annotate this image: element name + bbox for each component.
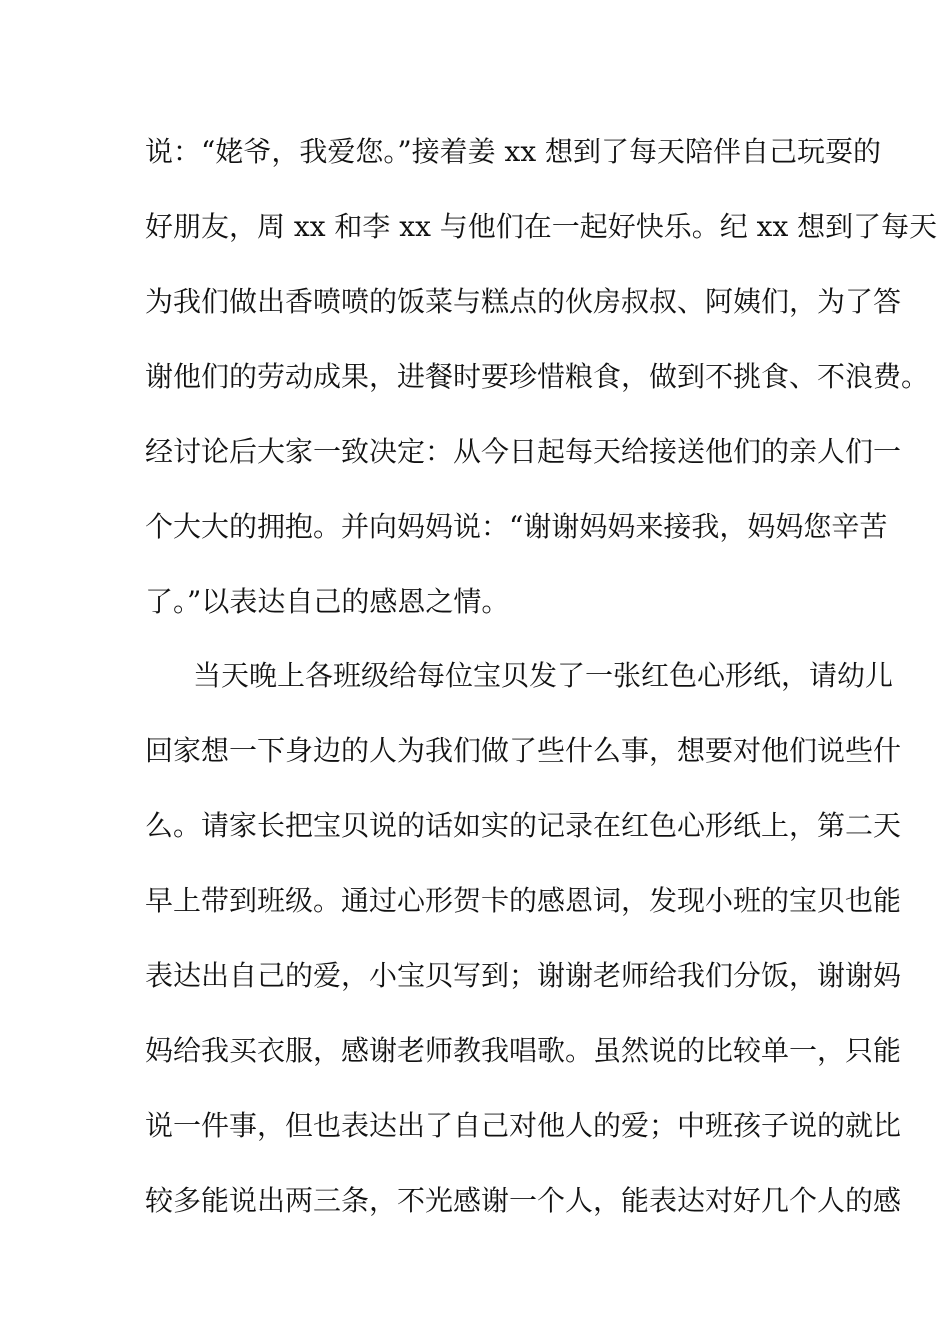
text-line-6: 个大大的拥抱。并向妈妈说：“谢谢妈妈来接我，妈妈您辛苦 xyxy=(145,510,888,543)
text-line-9: 回家想一下身边的人为我们做了些什么事，想要对他们说些什 xyxy=(145,734,902,767)
text-line-4: 谢他们的劳动成果，进餐时要珍惜粮食，做到不挑食、不浪费。 xyxy=(145,360,930,393)
text-line-5: 经讨论后大家一致决定：从今日起每天给接送他们的亲人们一 xyxy=(145,435,902,468)
text-line-11: 早上带到班级。通过心形贺卡的感恩词，发现小班的宝贝也能 xyxy=(145,884,902,917)
text-line-15: 较多能说出两三条，不光感谢一个人，能表达对好几个人的感 xyxy=(145,1184,902,1217)
text-line-2: 好朋友，周 xx 和李 xx 与他们在一起好快乐。纪 xx 想到了每天 xyxy=(145,210,938,243)
text-line-14: 说一件事，但也表达出了自己对他人的爱；中班孩子说的就比 xyxy=(145,1109,902,1142)
text-line-10: 么。请家长把宝贝说的话如实的记录在红色心形纸上，第二天 xyxy=(145,809,902,842)
text-line-1: 说：“姥爷，我爱您。”接着姜 xx 想到了每天陪伴自己玩耍的 xyxy=(145,135,882,168)
text-line-3: 为我们做出香喷喷的饭菜与糕点的伙房叔叔、阿姨们，为了答 xyxy=(145,285,902,318)
paragraph-start-line: 当天晚上各班级给每位宝贝发了一张红色心形纸，请幼儿 xyxy=(193,659,894,692)
text-line-7: 了。”以表达自己的感恩之情。 xyxy=(145,585,510,618)
text-line-12: 表达出自己的爱，小宝贝写到；谢谢老师给我们分饭，谢谢妈 xyxy=(145,959,902,992)
text-line-13: 妈给我买衣服，感谢老师教我唱歌。虽然说的比较单一，只能 xyxy=(145,1034,902,1067)
